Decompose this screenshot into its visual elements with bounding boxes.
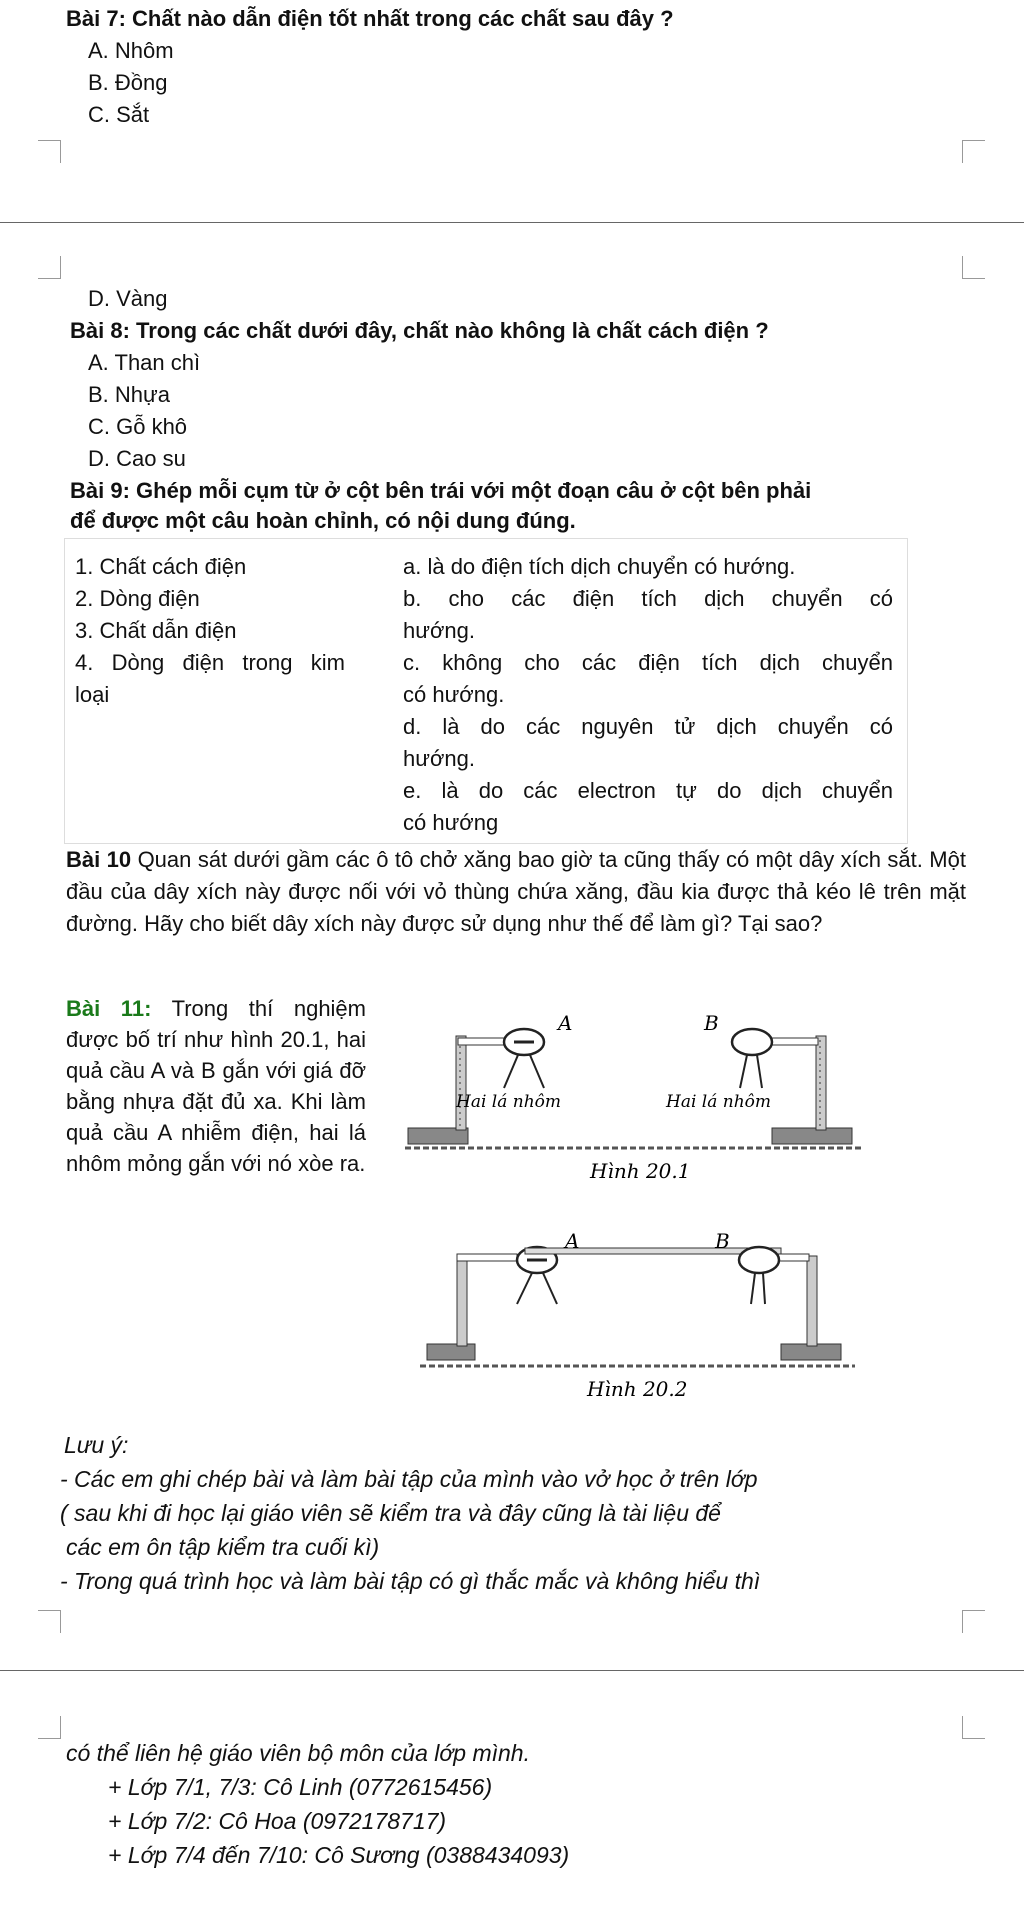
q7-option-d: D. Vàng: [88, 286, 168, 311]
note-line-2: ( sau khi đi học lại giáo viên sẽ kiểm tra và đây cũng là tài liệu để: [60, 1500, 721, 1526]
q9-title: Bài 9: Ghép mỗi cụm từ ở cột bên trái với một đoạn câu ở cột bên phải: [70, 478, 812, 503]
matching-table: [64, 538, 908, 844]
q10-paragraph: [66, 844, 966, 940]
q9-title-cont: để được một câu hoàn chỉnh, có nội dung đúng.: [70, 508, 576, 533]
note-line-1: - Các em ghi chép bài và làm bài tập của mình vào vở học ở trên lớp: [60, 1466, 758, 1492]
fig2-label-b: B: [715, 1229, 730, 1253]
crop-mark: [962, 1716, 985, 1739]
right-item-a: a. là do điện tích dịch chuyển có hướng.: [403, 554, 796, 579]
left-item-1: 1. Chất cách điện: [75, 554, 247, 579]
crop-mark: [38, 1716, 61, 1739]
q8-option-b: B. Nhựa: [88, 382, 170, 407]
q11-label: Bài 11:: [66, 996, 152, 1021]
left-item-2: 2. Dòng điện: [75, 586, 200, 611]
q11-paragraph: [66, 993, 366, 1179]
right-item-e: e. là do các electron tự do dịch chuyển: [403, 778, 893, 803]
crop-mark: [38, 1610, 61, 1633]
crop-mark: [38, 256, 61, 279]
figure-20-2: [415, 1220, 865, 1405]
q7-option-b: B. Đồng: [88, 70, 168, 95]
fig2-label-a: A: [565, 1229, 580, 1253]
page-divider: [0, 1670, 1024, 1671]
note-title: Lưu ý:: [64, 1432, 129, 1458]
left-item-3: 3. Chất dẫn điện: [75, 618, 237, 643]
fig1-label-b: B: [704, 1011, 719, 1035]
right-item-d-cont: hướng.: [403, 746, 475, 771]
note-line-5: có thể liên hệ giáo viên bộ môn của lớp mình.: [66, 1740, 530, 1766]
fig1-label-a: A: [558, 1011, 573, 1035]
page-divider: [0, 222, 1024, 223]
q7-option-a: A. Nhôm: [88, 38, 174, 63]
fig1-leaf-right-label: Hai lá nhôm: [666, 1092, 772, 1112]
q10-label: Bài 10: [66, 847, 132, 872]
crop-mark: [38, 140, 61, 163]
matching-right-column: [403, 551, 893, 839]
right-item-c: c. không cho các điện tích dịch chuyển: [403, 650, 893, 675]
right-item-e-cont: có hướng: [403, 810, 499, 835]
right-item-d: d. là do các nguyên tử dịch chuyển có: [403, 714, 893, 739]
crop-mark: [962, 140, 985, 163]
left-item-4: 4. Dòng điện trong kim: [75, 650, 345, 675]
fig1-leaf-left-label: Hai lá nhôm: [456, 1092, 562, 1112]
contact-3: + Lớp 7/4 đến 7/10: Cô Sương (0388434093): [108, 1842, 570, 1868]
right-item-b-cont: hướng.: [403, 618, 475, 643]
q8-option-c: C. Gỗ khô: [88, 414, 188, 439]
q11-text: Trong thí nghiệm được bố trí như hình 20.1, hai quả cầu A và B gắn với giá đỡ bằng nhựa đặt đủ xa. Khi làm quả cầu A nhiễm điện, hai lá nhôm mỏng gắn với nó xòe ra.: [66, 996, 366, 1176]
q8-option-a: A. Than chì: [88, 350, 201, 375]
figure-20-1: [400, 1000, 870, 1185]
q8-title: Bài 8: Trong các chất dưới đây, chất nào không là chất cách điện ?: [70, 318, 769, 343]
crop-mark: [962, 256, 985, 279]
crop-mark: [962, 1610, 985, 1633]
fig2-caption: Hình 20.2: [587, 1377, 688, 1401]
contact-2: + Lớp 7/2: Cô Hoa (0972178717): [108, 1808, 447, 1834]
right-item-c-cont: có hướng.: [403, 682, 505, 707]
fig1-caption: Hình 20.1: [590, 1159, 691, 1183]
matching-left-column: [75, 551, 375, 711]
right-item-b: b. cho các điện tích dịch chuyển có: [403, 586, 893, 611]
left-item-4-cont: loại: [75, 682, 110, 707]
q8-option-d: D. Cao su: [88, 446, 186, 471]
note-line-4: - Trong quá trình học và làm bài tập có gì thắc mắc và không hiểu thì: [60, 1568, 761, 1594]
q7-option-c: C. Sắt: [88, 102, 150, 127]
q10-text: Quan sát dưới gầm các ô tô chở xăng bao giờ ta cũng thấy có một dây xích sắt. Một đầu của dây xích này được nối với vỏ thùng chứa xăng, đầu kia được thả kéo lê trên mặt đường. Hãy cho biết dây xích này được sử dụng như thế để làm gì? Tại sao?: [66, 847, 966, 936]
q7-title: Bài 7: Chất nào dẫn điện tốt nhất trong các chất sau đây ?: [66, 6, 674, 31]
contact-1: + Lớp 7/1, 7/3: Cô Linh (0772615456): [108, 1774, 493, 1800]
note-line-3: các em ôn tập kiểm tra cuối kì): [66, 1534, 380, 1560]
